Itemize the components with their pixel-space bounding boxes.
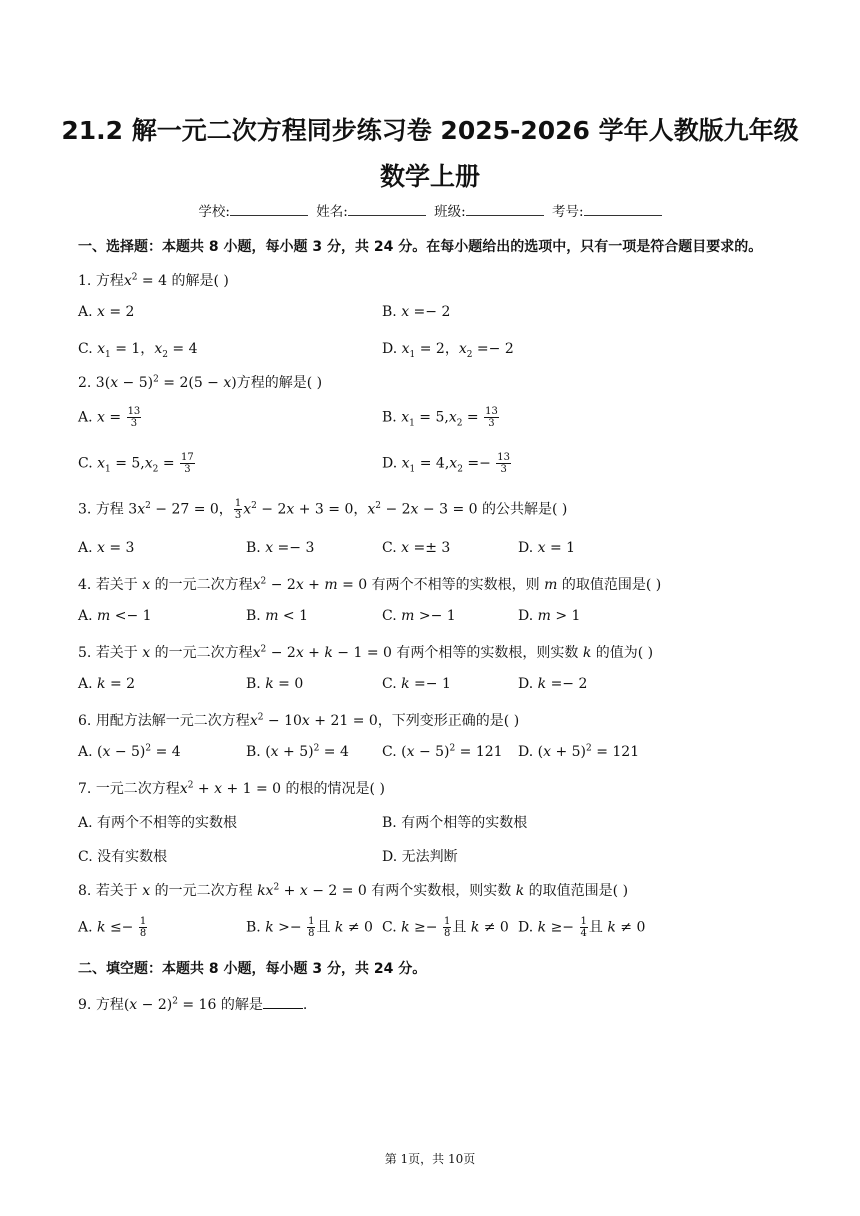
name-blank[interactable] xyxy=(348,203,426,216)
q8-c-label: C. xyxy=(382,919,397,936)
q2-post: 方程的解是( ) xyxy=(236,375,323,391)
student-info-line xyxy=(0,200,860,220)
q5-t3: 有两个相等的实数根，则实数 xyxy=(391,645,583,661)
q6-d-label: D. xyxy=(518,744,534,760)
q4-num: 4. xyxy=(78,577,92,593)
q1-option-b[interactable]: B. x =− 2 xyxy=(382,304,451,320)
q2-option-a[interactable]: A. x = $\frac{13}{3}$ xyxy=(78,406,141,429)
q8-option-d[interactable]: D. k ≥− $\frac{1}{4}$ 且 k ≠ 0 xyxy=(518,916,646,939)
q8-option-b[interactable]: B. k >− $\frac{1}{8}$ 且 k ≠ 0 xyxy=(246,916,373,939)
q7-option-a[interactable] xyxy=(78,812,237,832)
q7-num: 7. xyxy=(78,781,92,797)
q3-pre: 方程 xyxy=(95,501,129,518)
q5-t2: 的一元二次方程 xyxy=(150,645,253,661)
q4-t4: 的取值范围是( ) xyxy=(557,577,662,593)
q2-option-d[interactable]: D. $x_1 = 4,x_2$ =− $\frac{13}{3}$ xyxy=(382,452,511,475)
q7-c-label: C. xyxy=(78,849,93,865)
q3-post: 的公共解是( ) xyxy=(477,501,568,518)
q9-num: 9. xyxy=(78,997,92,1013)
page-footer: 第 1页，共 10页 xyxy=(384,1152,476,1166)
q8-option-c[interactable]: C. k ≥− $\frac{1}{8}$ 且 k ≠ 0 xyxy=(382,916,509,939)
class-blank[interactable] xyxy=(466,203,544,216)
q6-option-a[interactable]: A. $(x - 5)^2 = 4$ xyxy=(78,743,181,760)
q5-option-d[interactable]: D. k =− 2 xyxy=(518,676,588,692)
q1-post: 的解是( ) xyxy=(167,273,229,289)
q3-option-b[interactable]: B. x =− 3 xyxy=(246,540,315,556)
q5-d-label: D. xyxy=(518,676,534,692)
q1-c-label: C. xyxy=(78,341,93,357)
q8-option-a[interactable]: A. k ≤− $\frac{1}{8}$ xyxy=(78,916,147,939)
q5-a-label: A. xyxy=(78,676,93,692)
q5-t1: 若关于 xyxy=(95,645,143,661)
question-6: 6. 用配方法解一元二次方程$x^2 - 10x + 21 = 0$，下列变形正确的是( ) xyxy=(78,712,520,729)
q7-a-text: 有两个不相等的实数根 xyxy=(97,815,238,831)
q9-end: . xyxy=(302,997,308,1013)
q3-num: 3. xyxy=(78,501,92,518)
q8-t1: 若关于 xyxy=(95,883,143,899)
q4-option-b[interactable]: B. m < 1 xyxy=(246,608,309,624)
q7-b-label: B. xyxy=(382,815,397,831)
q5-num: 5. xyxy=(78,645,92,661)
q8-b-and: 且 xyxy=(316,919,331,936)
id-blank[interactable] xyxy=(584,203,662,216)
q8-d-and: 且 xyxy=(588,919,603,936)
q2-option-c[interactable]: C. $x_1 = 5,x_2$ = $\frac{17}{3}$ xyxy=(78,452,194,475)
q7-d-text: 无法判断 xyxy=(401,849,458,865)
q4-c-label: C. xyxy=(382,608,397,624)
q2-a-label: A. xyxy=(78,409,93,426)
q3-b-label: B. xyxy=(246,540,261,556)
q1-num: 1. xyxy=(78,273,92,289)
q8-a-label: A. xyxy=(78,919,93,936)
question-2: 2. $3(x - 5)^2 = 2(5 - x)$方程的解是( ) xyxy=(78,374,323,391)
section-1-heading: 一、选择题：本题共 8 小题，每小题 3 分，共 24 分。在每小题给出的选项中，只有一项是符合题目要求的。 xyxy=(78,239,763,255)
q5-c-label: C. xyxy=(382,676,397,692)
q1-a-label: A. xyxy=(78,304,93,320)
q4-option-a[interactable]: A. m <− 1 xyxy=(78,608,152,624)
class-label: 班级: xyxy=(434,204,466,220)
q5-option-a[interactable]: A. k = 2 xyxy=(78,676,136,692)
q7-option-c[interactable] xyxy=(78,846,167,866)
q8-d-label: D. xyxy=(518,919,534,936)
q9-answer-blank[interactable] xyxy=(263,998,303,1009)
q6-c-label: C. xyxy=(382,744,397,760)
page-title: 21.2 解一元二次方程同步练习卷 2025-2026 学年人教版九年级数学上册 xyxy=(61,116,799,191)
id-label: 考号: xyxy=(552,204,584,220)
q3-a-label: A. xyxy=(78,540,93,556)
q1-option-d[interactable]: D. $x_1 = 2$，$x_2 =- 2$ xyxy=(382,341,514,360)
school-blank[interactable] xyxy=(230,203,308,216)
q5-b-label: B. xyxy=(246,676,261,692)
q3-option-a[interactable]: A. x = 3 xyxy=(78,540,135,556)
q2-c-label: C. xyxy=(78,455,93,472)
q2-option-b[interactable]: B. $x_1 = 5,x_2$ = $\frac{13}{3}$ xyxy=(382,406,498,429)
q1-option-a[interactable]: A. x = 2 xyxy=(78,304,135,320)
q7-option-b[interactable] xyxy=(382,812,527,832)
q6-t2: ，下列变形正确的是( ) xyxy=(377,713,520,729)
question-1: 1. 方程$x^2 = 4$ 的解是( ) xyxy=(78,272,229,289)
q8-t4: 的取值范围是( ) xyxy=(524,883,629,899)
question-5: 5. 若关于 x 的一元二次方程$x^2 - 2x + k - 1 = 0$ 有两个相等的实数根，则实数 k 的值为( ) xyxy=(78,644,654,661)
q3-option-d[interactable]: D. x = 1 xyxy=(518,540,576,556)
q1-option-c[interactable]: C. $x_1 = 1$，$x_2 = 4$ xyxy=(78,341,198,360)
q7-c-text: 没有实数根 xyxy=(97,849,168,865)
q2-b-label: B. xyxy=(382,409,397,426)
q4-t3: 有两个不相等的实数根，则 xyxy=(367,577,545,593)
q2-d-label: D. xyxy=(382,455,398,472)
q5-option-c[interactable]: C. k =− 1 xyxy=(382,676,451,692)
q4-t2: 的一元二次方程 xyxy=(150,577,253,593)
q1-pre: 方程 xyxy=(95,273,124,289)
question-8: 8. 若关于 x 的一元二次方程 $kx^2 + x - 2 = 0$ 有两个实数根，则实数 k 的取值范围是( ) xyxy=(78,882,629,899)
q4-t1: 若关于 xyxy=(95,577,143,593)
q4-option-c[interactable]: C. m >− 1 xyxy=(382,608,456,624)
q1-d-label: D. xyxy=(382,341,398,357)
q3-option-c[interactable]: C. x =± 3 xyxy=(382,540,451,556)
q8-t3: 有两个实数根，则实数 xyxy=(366,883,516,899)
q7-option-d[interactable] xyxy=(382,846,458,866)
q1-b-label: B. xyxy=(382,304,397,320)
q8-c-and: 且 xyxy=(452,919,467,936)
name-label: 姓名: xyxy=(316,204,348,220)
question-3: 3. 方程 $3x^2 - 27 = 0$， $\frac{1}{3}$ $x^2 - 2x + 3 = 0$，$x^2 - 2x - 3 = 0$ 的公共解是( ) xyxy=(78,498,568,521)
question-7: 7. 一元二次方程$x^2 + x + 1 = 0$ 的根的情况是( ) xyxy=(78,780,385,797)
q6-option-d[interactable]: D. $(x + 5)^2 = 121$ xyxy=(518,743,640,760)
q5-option-b[interactable]: B. k = 0 xyxy=(246,676,304,692)
q6-option-b[interactable]: B. $(x + 5)^2 = 4$ xyxy=(246,743,349,760)
q7-b-text: 有两个相等的实数根 xyxy=(401,815,528,831)
q7-d-label: D. xyxy=(382,849,398,865)
q3-c-label: C. xyxy=(382,540,397,556)
q4-a-label: A. xyxy=(78,608,93,624)
q8-t2: 的一元二次方程 xyxy=(150,883,258,899)
q5-t4: 的值为( ) xyxy=(591,645,654,661)
q4-option-d[interactable]: D. m > 1 xyxy=(518,608,581,624)
q7-t2: 的根的情况是( ) xyxy=(281,781,385,797)
q6-b-label: B. xyxy=(246,744,261,760)
q4-d-label: D. xyxy=(518,608,534,624)
q8-num: 8. xyxy=(78,883,92,899)
q7-a-label: A. xyxy=(78,815,93,831)
q9-post: 的解是 xyxy=(216,997,263,1013)
q6-t1: 用配方法解一元二次方程 xyxy=(95,713,250,729)
q9-pre: 方程 xyxy=(95,997,124,1013)
question-4: 4. 若关于 x 的一元二次方程$x^2 - 2x + m = 0$ 有两个不相等的实数根，则 m 的取值范围是( ) xyxy=(78,576,662,593)
school-label: 学校: xyxy=(198,204,230,220)
q3-d-label: D. xyxy=(518,540,534,556)
q7-t1: 一元二次方程 xyxy=(95,781,180,797)
section-2-heading: 二、填空题：本题共 8 小题，每小题 3 分，共 24 分。 xyxy=(78,961,427,977)
q6-a-label: A. xyxy=(78,744,93,760)
q6-option-c[interactable]: C. $(x - 5)^2 = 121$ xyxy=(382,743,503,760)
q8-b-label: B. xyxy=(246,919,261,936)
q2-num: 2. xyxy=(78,375,92,391)
q6-num: 6. xyxy=(78,713,92,729)
q4-b-label: B. xyxy=(246,608,261,624)
question-9: 9. 方程$(x - 2)^2 = 16$ 的解是 . xyxy=(78,996,308,1013)
